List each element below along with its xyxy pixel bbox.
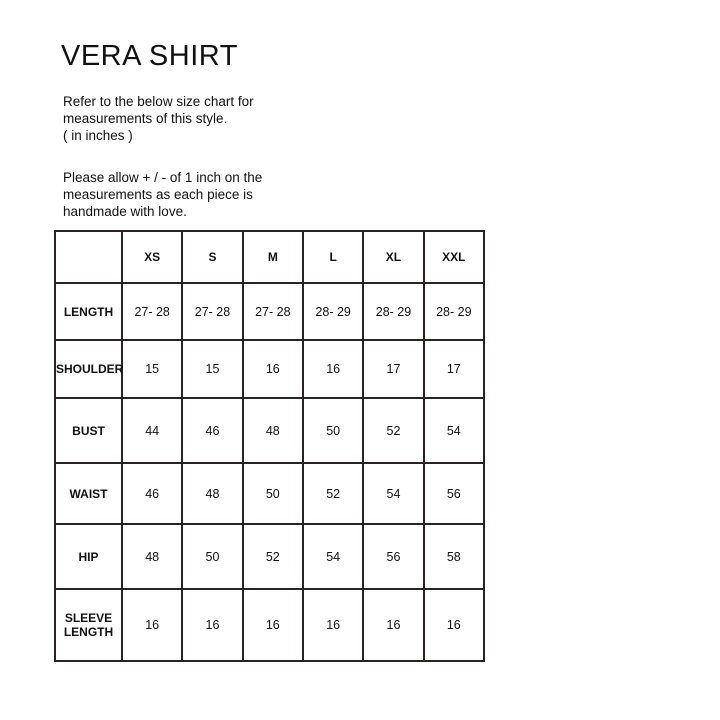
table-cell: 16 xyxy=(303,340,363,398)
size-header-xl: XL xyxy=(363,231,423,283)
table-cell: 16 xyxy=(243,589,303,661)
table-row xyxy=(55,463,484,524)
row-label: WAIST xyxy=(55,463,122,524)
table-cell: 15 xyxy=(182,340,242,398)
page-title: VERA SHIRT xyxy=(61,40,238,72)
table-cell: 50 xyxy=(303,398,363,463)
table-cell: 52 xyxy=(363,398,423,463)
table-cell: 27- 28 xyxy=(243,283,303,340)
table-cell: 52 xyxy=(303,463,363,524)
size-header-xs: XS xyxy=(122,231,182,283)
note-line: measurements as each piece is xyxy=(63,187,253,202)
table-cell: 28- 29 xyxy=(303,283,363,340)
size-chart-note xyxy=(63,93,254,144)
table-cell: 48 xyxy=(122,524,182,589)
table-cell: 17 xyxy=(363,340,423,398)
table-cell: 54 xyxy=(363,463,423,524)
note-line: handmade with love. xyxy=(63,204,187,219)
table-cell: 56 xyxy=(363,524,423,589)
table-cell: 16 xyxy=(303,589,363,661)
table-cell: 17 xyxy=(424,340,484,398)
table-row xyxy=(55,398,484,463)
note-line: Refer to the below size chart for xyxy=(63,94,254,109)
table-cell: 54 xyxy=(303,524,363,589)
table-cell: 54 xyxy=(424,398,484,463)
table-row xyxy=(55,283,484,340)
size-header-s: S xyxy=(182,231,242,283)
row-label: SLEEVE LENGTH xyxy=(55,589,122,661)
row-label: BUST xyxy=(55,398,122,463)
table-cell: 16 xyxy=(243,340,303,398)
table-cell: 46 xyxy=(122,463,182,524)
size-header-l: L xyxy=(303,231,363,283)
table-corner-cell xyxy=(55,231,122,283)
note-line: measurements of this style. xyxy=(63,111,228,126)
table-cell: 58 xyxy=(424,524,484,589)
table-cell: 16 xyxy=(182,589,242,661)
note-line: Please allow + / - of 1 inch on the xyxy=(63,170,263,185)
table-cell: 28- 29 xyxy=(424,283,484,340)
table-cell: 48 xyxy=(243,398,303,463)
table-cell: 46 xyxy=(182,398,242,463)
note-line: ( in inches ) xyxy=(63,128,133,143)
row-label: HIP xyxy=(55,524,122,589)
table-cell: 15 xyxy=(122,340,182,398)
table-cell: 50 xyxy=(182,524,242,589)
table-cell: 28- 29 xyxy=(363,283,423,340)
size-header-m: M xyxy=(243,231,303,283)
table-cell: 50 xyxy=(243,463,303,524)
size-header-xxl: XXL xyxy=(424,231,484,283)
table-row xyxy=(55,340,484,398)
row-label: LENGTH xyxy=(55,283,122,340)
table-cell: 52 xyxy=(243,524,303,589)
row-label: SHOULDER xyxy=(55,340,122,398)
table-cell: 56 xyxy=(424,463,484,524)
table-cell: 16 xyxy=(363,589,423,661)
table-cell: 44 xyxy=(122,398,182,463)
size-chart-table xyxy=(54,230,485,662)
table-cell: 16 xyxy=(122,589,182,661)
table-cell: 16 xyxy=(424,589,484,661)
table-header-row xyxy=(55,231,484,283)
table-cell: 48 xyxy=(182,463,242,524)
table-row xyxy=(55,524,484,589)
tolerance-note xyxy=(63,169,262,220)
table-row xyxy=(55,589,484,661)
table-cell: 27- 28 xyxy=(182,283,242,340)
table-cell: 27- 28 xyxy=(122,283,182,340)
